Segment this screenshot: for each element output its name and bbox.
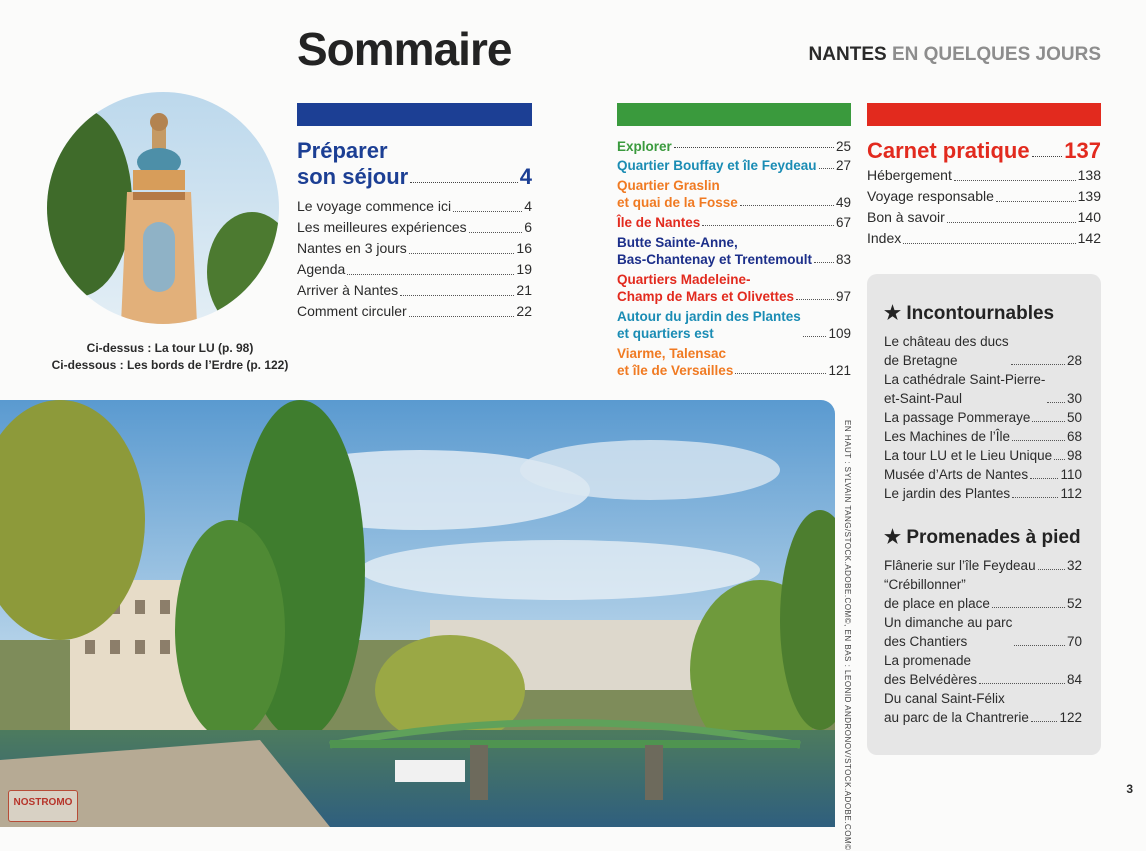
highlight-page: 50	[1066, 410, 1082, 425]
dot-leader	[1047, 402, 1065, 403]
nostromo-logo	[8, 790, 78, 822]
header-city: NANTES	[808, 44, 887, 65]
toc-item[interactable]	[867, 165, 1101, 186]
dot-leader	[796, 299, 834, 300]
prepare-title-line2: son séjour	[297, 164, 409, 189]
explore-item-label-line1: Quartier Graslin	[617, 178, 720, 193]
dot-leader	[814, 262, 834, 263]
explore-item-page: 27	[835, 158, 851, 173]
dot-leader	[1012, 440, 1065, 441]
highlight-item[interactable]	[884, 484, 1082, 503]
highlight-label-line2: de Bretagne	[884, 353, 958, 368]
toc-item[interactable]	[867, 228, 1101, 249]
explore-item[interactable]	[617, 271, 851, 305]
explore-section	[617, 138, 851, 382]
dot-leader	[347, 274, 514, 275]
walk-label-line2: des Chantiers	[884, 634, 968, 649]
photo-credit-text: EN HAUT : SYLVAIN TANG/STOCK.ADOBE.COM©, EN BAS : LEONID ANDRONOV/STOCK.ADOBE.COM©	[843, 420, 852, 851]
caption-line2: Ci-dessous : Les bords de l’Erdre (p. 122)	[51, 358, 289, 372]
toc-item-page: 142	[1077, 230, 1101, 246]
incontournables-heading	[884, 302, 1082, 325]
highlight-item[interactable]	[884, 332, 1082, 370]
highlight-item[interactable]	[884, 408, 1082, 427]
toc-item[interactable]	[297, 280, 532, 301]
explore-page: 25	[835, 139, 851, 154]
photo-credit	[840, 420, 854, 851]
highlight-label-wrap	[884, 370, 1045, 408]
explore-item-page: 49	[835, 195, 851, 210]
highlight-label-line1: La cathédrale Saint-Pierre-	[884, 372, 1046, 387]
caption-line1: Ci-dessus : La tour LU (p. 98)	[86, 341, 254, 355]
toc-item[interactable]	[297, 217, 532, 238]
explore-item-label-line1: Butte Sainte-Anne,	[617, 235, 738, 250]
toc-item[interactable]	[867, 186, 1101, 207]
walk-label-line1: “Crébillonner”	[884, 577, 966, 592]
dot-leader	[954, 180, 1076, 181]
explore-item-label-wrap	[617, 177, 738, 211]
explore-item[interactable]	[617, 157, 851, 174]
promenades-heading	[884, 526, 1082, 549]
highlight-item[interactable]	[884, 446, 1082, 465]
dot-leader	[1038, 569, 1065, 570]
toc-item-label: Nantes en 3 jours	[297, 240, 407, 256]
walk-page: 84	[1066, 672, 1082, 687]
dot-leader	[996, 201, 1076, 202]
explore-item-label-line2: et quartiers est	[617, 326, 714, 341]
explore-item[interactable]	[617, 345, 851, 379]
dot-leader	[740, 205, 834, 206]
dot-leader	[1011, 364, 1065, 365]
prepare-list	[297, 196, 532, 322]
highlight-label: La passage Pommeraye	[884, 410, 1031, 425]
toc-item-label: Hébergement	[867, 167, 952, 183]
walk-page: 70	[1066, 634, 1082, 649]
dot-leader	[979, 683, 1065, 684]
promenades-block	[884, 526, 1082, 727]
toc-item[interactable]	[867, 207, 1101, 228]
dot-leader	[674, 147, 834, 148]
carnet-title: Carnet pratique	[867, 138, 1030, 163]
toc-item[interactable]	[297, 259, 532, 280]
logo-text: NOSTROMO	[13, 797, 73, 808]
walk-item[interactable]	[884, 575, 1082, 613]
dot-leader	[1030, 478, 1058, 479]
dot-leader	[410, 182, 518, 183]
highlight-label: La tour LU et le Lieu Unique	[884, 448, 1053, 463]
highlight-label: Musée d’Arts de Nantes	[884, 467, 1029, 482]
toc-item-page: 139	[1077, 188, 1101, 204]
toc-item-label: Bon à savoir	[867, 209, 945, 225]
toc-item-label: Arriver à Nantes	[297, 282, 399, 298]
carnet-color-bar	[867, 103, 1101, 126]
toc-item-label: Index	[867, 230, 902, 246]
toc-item-page: 21	[516, 282, 532, 298]
toc-item-label: Comment circuler	[297, 303, 407, 319]
highlight-label: Les Machines de l’Île	[884, 429, 1011, 444]
highlight-page: 110	[1060, 467, 1082, 482]
explore-item-label-wrap	[617, 271, 794, 305]
toc-item-label: Les meilleures expériences	[297, 219, 467, 235]
dot-leader	[1014, 645, 1065, 646]
book-running-header	[809, 44, 1101, 66]
prepare-section	[297, 138, 532, 322]
toc-item[interactable]	[297, 238, 532, 259]
toc-item-page: 6	[524, 219, 532, 235]
explore-item-page: 109	[828, 326, 851, 341]
incontournables-block	[884, 302, 1082, 503]
walk-label-line2: au parc de la Chantrerie	[884, 710, 1029, 725]
explore-item-label: Île de Nantes	[617, 215, 701, 230]
explore-title: Explorer	[617, 139, 672, 154]
walk-item[interactable]	[884, 556, 1082, 575]
explore-item-page: 121	[828, 363, 851, 378]
walk-item[interactable]	[884, 651, 1082, 689]
walk-label-line1: Un dimanche au parc	[884, 615, 1013, 630]
toc-item-page: 19	[516, 261, 532, 277]
dot-leader	[409, 316, 515, 317]
carnet-list	[867, 165, 1101, 249]
highlight-item[interactable]	[884, 427, 1082, 446]
dot-leader	[400, 295, 514, 296]
prepare-color-bar	[297, 103, 532, 126]
toc-item-page: 4	[524, 198, 532, 214]
dot-leader	[469, 232, 523, 233]
walk-label: Flânerie sur l’île Feydeau	[884, 558, 1036, 573]
incontournables-list	[884, 332, 1082, 503]
carnet-page: 137	[1064, 138, 1101, 163]
highlight-page: 68	[1066, 429, 1082, 444]
dot-leader	[409, 253, 515, 254]
highlight-item[interactable]	[884, 370, 1082, 408]
tour-lu-photo	[47, 92, 279, 324]
toc-item-page: 16	[516, 240, 532, 256]
walk-label-line2: de place en place	[884, 596, 990, 611]
dot-leader	[947, 222, 1076, 223]
dot-leader	[1012, 497, 1058, 498]
erdre-photo	[0, 400, 835, 827]
dot-leader	[803, 336, 827, 337]
explore-item[interactable]	[617, 308, 851, 342]
explore-item-label-wrap	[617, 345, 733, 379]
walk-item[interactable]	[884, 689, 1082, 727]
explore-item-label-line2: et île de Versailles	[617, 363, 734, 378]
highlight-page: 112	[1060, 486, 1082, 501]
incontournables-title: Incontournables	[906, 303, 1055, 324]
dot-leader	[819, 168, 834, 169]
walk-page: 52	[1066, 596, 1082, 611]
star-icon: ★	[884, 303, 902, 324]
explore-item-label-wrap	[617, 234, 812, 268]
page-number: 3	[1126, 782, 1133, 796]
prepare-title-line1: Préparer	[297, 138, 388, 163]
highlight-label-wrap	[884, 332, 1009, 370]
highlight-page: 98	[1066, 448, 1082, 463]
explore-item-label-line2: et quai de la Fosse	[617, 195, 738, 210]
walk-label-wrap	[884, 613, 1012, 651]
highlight-page: 28	[1066, 353, 1082, 368]
highlight-label-line1: Le château des ducs	[884, 334, 1009, 349]
walk-page: 122	[1059, 710, 1082, 725]
dot-leader	[1031, 721, 1058, 722]
walk-label-line2: des Belvédères	[884, 672, 978, 687]
dot-leader	[735, 373, 826, 374]
promenades-list	[884, 556, 1082, 727]
explore-item-page: 83	[835, 252, 851, 267]
tour-lu-illustration	[47, 92, 279, 324]
dot-leader	[1032, 421, 1065, 422]
explore-item-label-line2: Champ de Mars et Olivettes	[617, 289, 795, 304]
toc-item-page: 140	[1077, 209, 1101, 225]
prepare-page: 4	[519, 164, 532, 189]
carnet-title-row[interactable]	[867, 138, 1101, 164]
walk-label-line1: Du canal Saint-Félix	[884, 691, 1005, 706]
dot-leader	[992, 607, 1065, 608]
dot-leader	[453, 211, 522, 212]
walk-page: 32	[1066, 558, 1082, 573]
dot-leader	[903, 243, 1075, 244]
page-title: Sommaire	[297, 23, 512, 75]
highlights-panel	[867, 274, 1101, 755]
explore-item[interactable]	[617, 234, 851, 268]
toc-item[interactable]	[297, 301, 532, 322]
explore-color-bar	[617, 103, 851, 126]
walk-label-wrap	[884, 651, 977, 689]
toc-item-label: Voyage responsable	[867, 188, 994, 204]
erdre-illustration	[0, 400, 835, 827]
walk-label-wrap	[884, 575, 990, 613]
photo-caption	[40, 340, 300, 374]
header-subtitle: EN QUELQUES JOURS	[891, 44, 1101, 65]
toc-item-page: 22	[516, 303, 532, 319]
star-icon: ★	[884, 527, 902, 548]
promenades-title: Promenades à pied	[906, 527, 1081, 548]
walk-label-line1: La promenade	[884, 653, 972, 668]
toc-item-page: 138	[1077, 167, 1101, 183]
explore-item-page: 67	[835, 215, 851, 230]
dot-leader	[1032, 156, 1063, 157]
explore-item-label-line1: Viarme, Talensac	[617, 346, 727, 361]
highlight-label-line2: et-Saint-Paul	[884, 391, 963, 406]
explore-item-page: 97	[835, 289, 851, 304]
explore-item-label-wrap	[617, 308, 801, 342]
explore-item[interactable]	[617, 214, 851, 231]
highlight-page: 30	[1066, 391, 1082, 406]
toc-item[interactable]	[297, 196, 532, 217]
highlight-label: Le jardin des Plantes	[884, 486, 1011, 501]
carnet-section	[867, 138, 1101, 249]
walk-item[interactable]	[884, 613, 1082, 651]
dot-leader	[1054, 459, 1065, 460]
dot-leader	[702, 225, 834, 226]
explore-item-label-line2: Bas-Chantenay et Trentemoult	[617, 252, 813, 267]
toc-item-label: Agenda	[297, 261, 346, 277]
explore-item[interactable]	[617, 177, 851, 211]
toc-item-label: Le voyage commence ici	[297, 198, 452, 214]
explore-title-row[interactable]	[617, 138, 851, 155]
explore-item-label-line1: Quartiers Madeleine-	[617, 272, 751, 287]
walk-label-wrap	[884, 689, 1029, 727]
prepare-title-row[interactable]	[297, 164, 532, 190]
explore-item-label-line1: Autour du jardin des Plantes	[617, 309, 801, 324]
highlight-item[interactable]	[884, 465, 1082, 484]
explore-item-label: Quartier Bouffay et île Feydeau	[617, 158, 817, 173]
